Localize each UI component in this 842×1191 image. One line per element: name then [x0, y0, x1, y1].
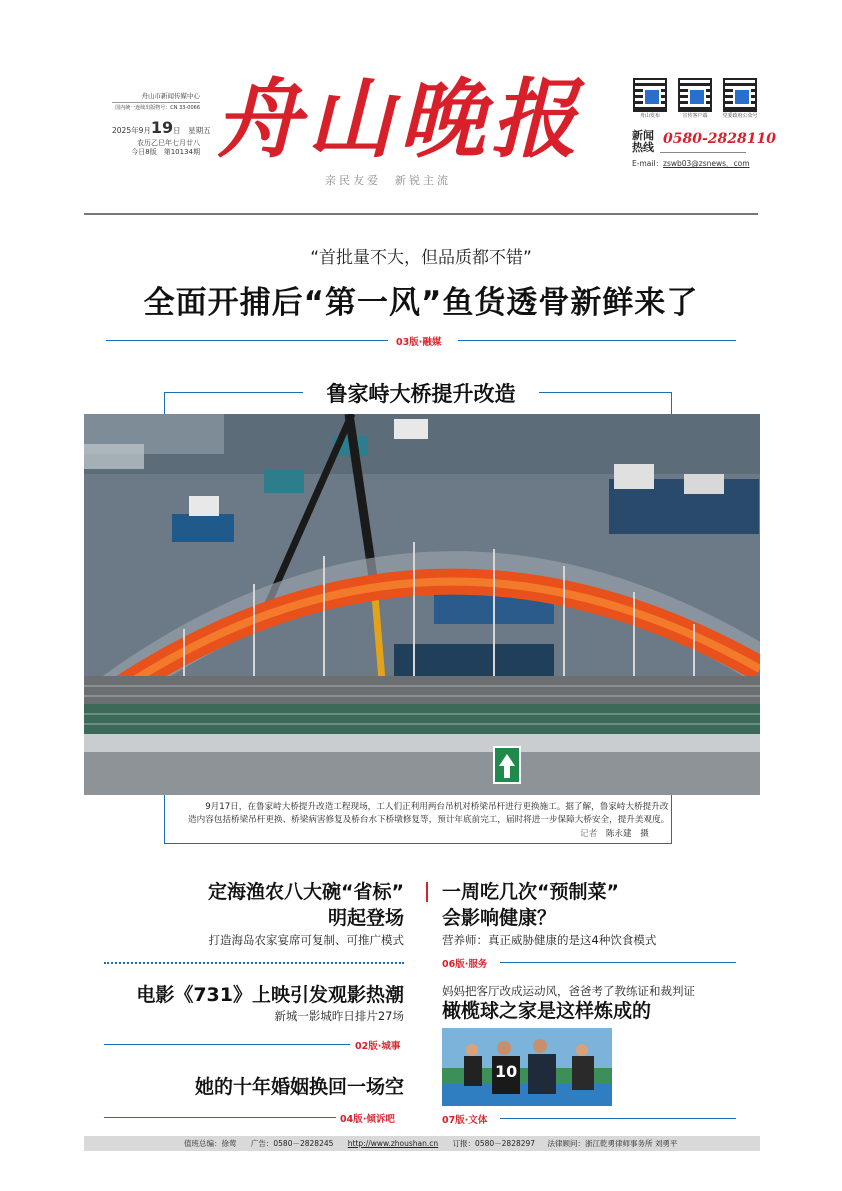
publisher-name: 舟山市新闻传媒中心: [141, 92, 200, 100]
marriage-page-tag[interactable]: 04版·倾诉吧: [340, 1114, 395, 1125]
dotted-divider: [104, 962, 404, 964]
headline-line-1: 定海渔农八大碗“省标”: [208, 881, 404, 903]
lead-rule-left: [106, 340, 388, 341]
slogan: 亲民友爱 新锐主流: [325, 174, 451, 187]
qr-code-icon: [633, 78, 667, 112]
rugby-illustration: [442, 1028, 612, 1106]
edition-info: 今日8版 第10134期: [131, 147, 200, 156]
footer-editor: 值班总编：徐莺: [184, 1139, 237, 1148]
rugby-photo[interactable]: [442, 1028, 612, 1106]
qr-caption: 舟山发布: [639, 113, 660, 119]
lead-page-tag[interactable]: 03版·融媒: [396, 337, 442, 348]
masthead-rule: [84, 213, 758, 215]
email-line: [632, 158, 750, 169]
hotline-label-1: 新闻: [632, 129, 654, 142]
qr-code-icon: [678, 78, 712, 112]
article-rugby-kicker: 妈妈把客厅改成运动风，爸爸考了教练证和裁判证: [442, 984, 695, 998]
qr-code-group: [630, 78, 760, 119]
footer-url-link[interactable]: http://www.zhoushan.cn: [347, 1139, 439, 1148]
footer-bar: [84, 1136, 760, 1151]
masthead-info-divider: [112, 102, 200, 103]
marriage-rule: [104, 1117, 336, 1118]
headline-line-1: 一周吃几次“预制菜”: [442, 881, 619, 903]
date-prefix: 2025年9月: [112, 125, 151, 135]
qr-caption: 党委政府公众号: [722, 113, 758, 119]
column-accent: [426, 882, 428, 902]
hotline-number: 0580-2828110: [663, 131, 776, 147]
lead-rule-right: [458, 340, 736, 341]
masthead-info: [112, 92, 211, 157]
hotline-underline: [660, 152, 746, 153]
lead-kicker: “首批量不大，但品质都不错”: [310, 248, 532, 268]
prepared-food-page-tag[interactable]: 06版·服务: [442, 959, 488, 970]
rugby-rule: [500, 1118, 736, 1119]
newspaper-logo: [215, 60, 583, 180]
logo-text: 舟山晚报: [215, 69, 583, 170]
email-link[interactable]: zswb03@zsnews．com: [663, 159, 750, 168]
lunar-date: 农历乙巳年七月廿八: [137, 138, 200, 147]
article-prepared-food-subhead: 营养师：真正威胁健康的是这4种饮食模式: [442, 933, 657, 947]
prepared-food-rule: [500, 962, 736, 963]
feature-title: 鲁家峙大桥提升改造: [303, 378, 539, 408]
lead-headline[interactable]: 全面开捕后“第一风”鱼货透骨新鲜来了: [143, 285, 699, 321]
email-label: E-mail：: [632, 159, 664, 168]
date-suffix: 日 星期五: [173, 125, 211, 135]
article-film-headline[interactable]: 电影《731》上映引发观影热潮: [136, 984, 404, 1006]
photo-credit: [580, 827, 649, 839]
cn-number: 国内统一连续出版物号：CN 33-0066: [115, 105, 200, 112]
rugby-page-tag[interactable]: 07版·文体: [442, 1115, 488, 1126]
bridge-illustration: [84, 414, 760, 795]
feature-photo[interactable]: [84, 414, 760, 795]
qr-caption: 宣传客户端: [682, 113, 708, 119]
credit-label: 记者: [580, 829, 598, 839]
headline-line-2: 会影响健康？: [442, 906, 557, 929]
footer-legal: 法律顾问：浙江乾勇律师事务所 刘勇平: [547, 1139, 678, 1148]
date-day: 19: [150, 117, 174, 137]
article-prepared-food-headline[interactable]: [442, 880, 742, 931]
article-film-subhead: 新城一影城昨日排片27场: [274, 1009, 404, 1023]
qr-item[interactable]: [675, 78, 715, 119]
issue-date: [112, 117, 211, 139]
film-page-tag[interactable]: 02版·城事: [355, 1041, 401, 1052]
footer-subscribe: 订报：0580－2828297: [452, 1139, 536, 1148]
headline-line-2: 明起登场: [327, 906, 404, 929]
article-marriage-headline[interactable]: 她的十年婚姻换回一场空: [194, 1076, 404, 1098]
film-rule: [104, 1044, 350, 1045]
article-dinghai-headline[interactable]: [104, 880, 404, 931]
caption-text: 9月17日，在鲁家峙大桥提升改造工程现场，工人们正利用两台吊机对桥梁吊杆进行更换施工。据了解，鲁家峙大桥提升改造内容包括桥梁吊杆更换、桥梁病害修复及桥台水下桥墩修复等，预计年底前完工，届时将进一步保障大桥安全，提升美观度。: [188, 802, 670, 826]
footer-ads: 广告：0580－2828245: [250, 1139, 334, 1148]
feature-caption: [188, 801, 674, 828]
qr-item[interactable]: [720, 78, 760, 119]
article-rugby-headline[interactable]: 橄榄球之家是这样炼成的: [442, 1000, 652, 1022]
qr-item[interactable]: [630, 78, 670, 119]
jersey-number: 10: [495, 1062, 518, 1081]
qr-code-icon: [723, 78, 757, 112]
hotline-label: [632, 130, 654, 154]
article-dinghai-subhead: 打造海岛农家宴席可复制、可推广模式: [208, 933, 404, 947]
credit-name: 陈永建 摄: [605, 829, 649, 839]
hotline-label-2: 热线: [632, 141, 654, 155]
